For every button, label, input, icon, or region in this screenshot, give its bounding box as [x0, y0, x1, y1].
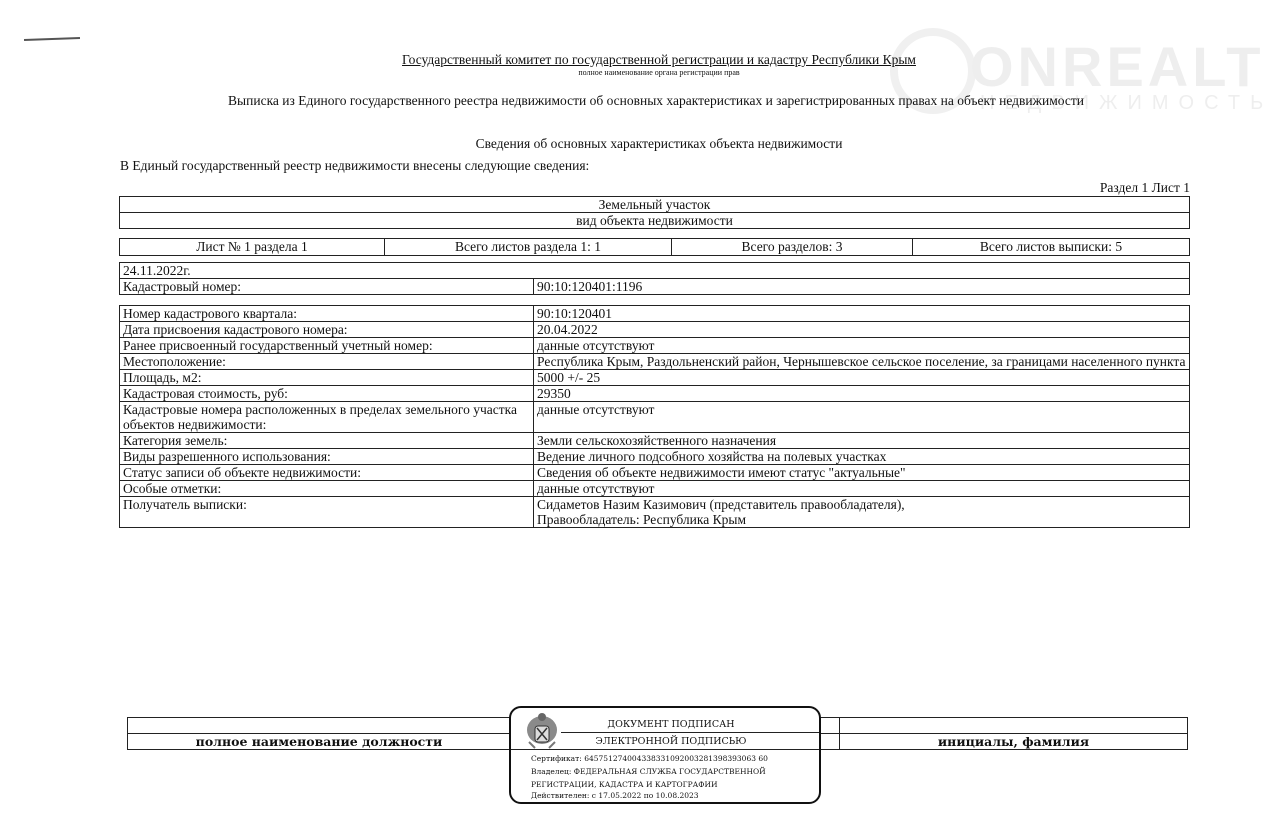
table-row — [120, 449, 1190, 465]
section-title: Сведения об основных характеристиках объекта недвижимости — [475, 136, 843, 151]
row-label: Получатель выписки: — [120, 497, 534, 528]
row-label: Ранее присвоенный государственный учетный номер: — [120, 338, 534, 354]
sections-total: Всего разделов: 3 — [672, 239, 913, 256]
e-signature-stamp — [509, 706, 821, 804]
recipient-line-1: Сидаметов Назим Казимович (представитель правообладателя), — [537, 497, 905, 512]
sheets-in-section: Всего листов раздела 1: 1 — [385, 239, 672, 256]
cadastral-number-value: 90:10:120401:1196 — [534, 279, 1190, 295]
table-row — [120, 386, 1190, 402]
date-table — [119, 262, 1190, 295]
row-value: Ведение личного подсобного хозяйства на полевых участках — [534, 449, 1190, 465]
sheet-number: Лист № 1 раздела 1 — [120, 239, 385, 256]
stamp-title-1: ДОКУМЕНТ ПОДПИСАН — [607, 719, 735, 730]
row-label: Особые отметки: — [120, 481, 534, 497]
row-value: 5000 +/- 25 — [534, 370, 1190, 386]
table-row — [120, 306, 1190, 322]
object-kind-caption: вид объекта недвижимости — [120, 213, 1190, 229]
stamp-certificate: Сертификат: 645751274004338331092003281398393063 60 — [531, 754, 768, 763]
stamp-title-2: ЭЛЕКТРОННОЙ ПОДПИСЬЮ — [595, 736, 747, 747]
org-title: Государственный комитет по государственной регистрации и кадастру Республики Крым — [402, 52, 916, 67]
stamp-owner: Владелец: ФЕДЕРАЛЬНАЯ СЛУЖБА ГОСУДАРСТВЕННОЙ — [531, 767, 766, 776]
stamp-owner-2: РЕГИСТРАЦИИ, КАДАСТРА И КАРТОГРАФИИ — [531, 780, 718, 789]
name-caption: инициалы, фамилия — [840, 734, 1188, 750]
row-label: Виды разрешенного использования: — [120, 449, 534, 465]
watermark-brand: ONREALT — [970, 35, 1265, 98]
table-row — [120, 497, 1190, 528]
sheets-table — [119, 238, 1190, 256]
row-value: 29350 — [534, 386, 1190, 402]
extract-date: 24.11.2022г. — [120, 263, 1190, 279]
row-label: Местоположение: — [120, 354, 534, 370]
row-label: Площадь, м2: — [120, 370, 534, 386]
row-label: Категория земель: — [120, 433, 534, 449]
table-row — [120, 433, 1190, 449]
stamp-validity: Действителен: с 17.05.2022 по 10.08.2023 — [531, 791, 699, 800]
section-ref: Раздел 1 Лист 1 — [1099, 180, 1190, 195]
row-value: Республика Крым, Раздольненский район, Чернышевское сельское поселение, за границами населенного пункта — [534, 354, 1190, 370]
intro-text: В Единый государственный реестр недвижимости внесены следующие сведения: — [120, 158, 590, 173]
extract-title: Выписка из Единого государственного реестра недвижимости об основных характеристиках и зарегистрированных правах на объект недвижимости — [228, 93, 1084, 108]
table-row — [120, 322, 1190, 338]
scan-mark — [24, 37, 80, 41]
row-value: 90:10:120401 — [534, 306, 1190, 322]
table-row — [120, 465, 1190, 481]
row-label: Дата присвоения кадастрового номера: — [120, 322, 534, 338]
row-label: Статус записи об объекте недвижимости: — [120, 465, 534, 481]
characteristics-table — [119, 305, 1190, 528]
sheets-total: Всего листов выписки: 5 — [913, 239, 1190, 256]
watermark-sub: НЕДВИЖИМОСТЬ — [980, 92, 1274, 114]
row-value: данные отсутствуют — [534, 402, 1190, 433]
object-kind-table — [119, 196, 1190, 229]
cadastral-number-label: Кадастровый номер: — [120, 279, 534, 295]
row-value: Земли сельскохозяйственного назначения — [534, 433, 1190, 449]
table-row — [120, 338, 1190, 354]
row-value: данные отсутствуют — [534, 338, 1190, 354]
table-row — [120, 481, 1190, 497]
row-label: Номер кадастрового квартала: — [120, 306, 534, 322]
row-label: Кадастровые номера расположенных в пределах земельного участка объектов недвижимости: — [120, 402, 534, 433]
row-value — [534, 497, 1190, 528]
row-value: Сведения об объекте недвижимости имеют статус "актуальные" — [534, 465, 1190, 481]
table-row — [120, 370, 1190, 386]
position-caption: полное наименование должности — [128, 734, 511, 750]
table-row — [120, 402, 1190, 433]
row-value: 20.04.2022 — [534, 322, 1190, 338]
recipient-line-2: Правообладатель: Республика Крым — [537, 512, 746, 527]
row-label: Кадастровая стоимость, руб: — [120, 386, 534, 402]
object-kind-value: Земельный участок — [120, 197, 1190, 213]
table-row — [120, 354, 1190, 370]
row-value: данные отсутствуют — [534, 481, 1190, 497]
org-caption: полное наименование органа регистрации прав — [578, 68, 740, 77]
